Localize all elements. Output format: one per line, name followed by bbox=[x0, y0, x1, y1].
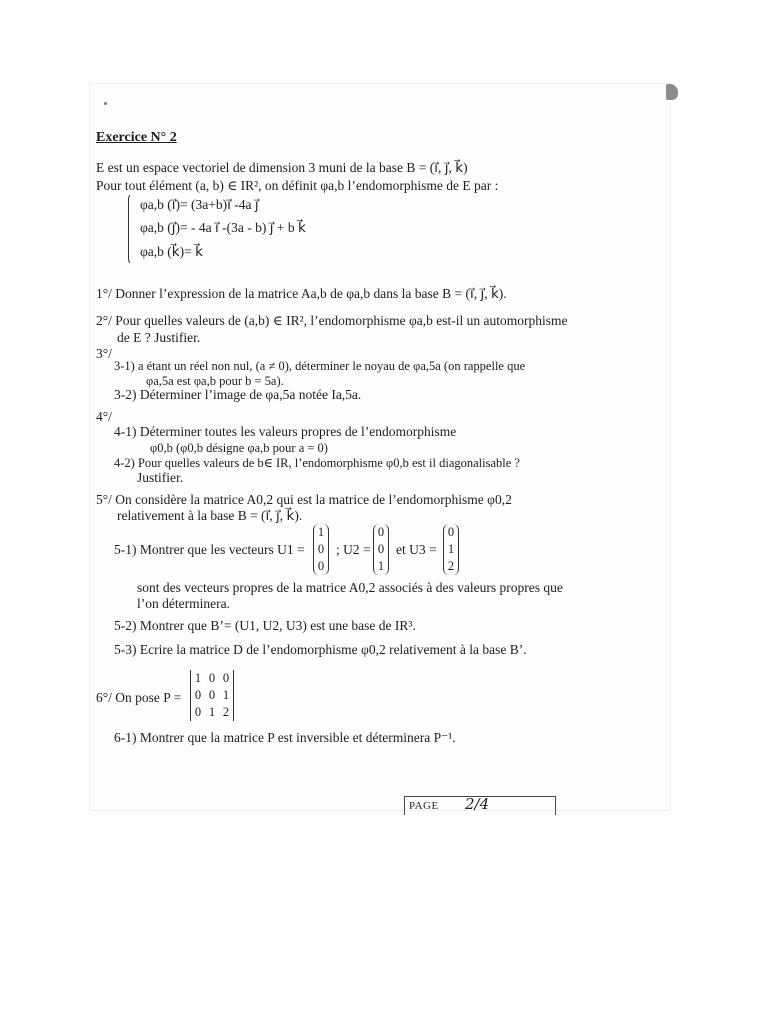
matrix-P-row-2 bbox=[191, 687, 233, 704]
U3-entry-2: 1 bbox=[447, 542, 455, 556]
vector-U3 bbox=[443, 524, 459, 575]
question-5-1-sep-2: ; U2 = bbox=[336, 542, 371, 557]
page-number: 2/4 bbox=[465, 795, 490, 813]
P-22: 0 bbox=[208, 688, 216, 702]
question-5-1-after-1: sont des vecteurs propres de la matrice A0,2 associés à des valeurs propres que bbox=[137, 580, 563, 595]
scan-mark bbox=[666, 84, 678, 100]
question-3-1-line-2: φa,5a est φa,b pour b = 5a). bbox=[146, 374, 284, 388]
U1-entry-3: 0 bbox=[317, 559, 325, 573]
system-line-3: φa,b (k⃗)= k⃗ bbox=[140, 244, 203, 259]
P-23: 1 bbox=[222, 688, 230, 702]
P-11: 1 bbox=[194, 671, 202, 685]
question-4-2-line-1: 4-2) Pour quelles valeurs de b∈ IR, l’endomorphisme φ0,b est il diagonalisable ? bbox=[114, 456, 520, 470]
U3-entry-1: 0 bbox=[447, 525, 455, 539]
question-5-1-after-2: l’on déterminera. bbox=[137, 596, 230, 611]
page-number-box bbox=[404, 796, 556, 815]
page-label: PAGE bbox=[409, 800, 439, 812]
question-5-1-sep-3: et U3 = bbox=[396, 542, 437, 557]
matrix-P-row-1 bbox=[191, 670, 233, 687]
exercise-title: Exercice N° 2 bbox=[96, 130, 177, 145]
U1-entry-2: 0 bbox=[317, 542, 325, 556]
U2-entry-1: 0 bbox=[377, 525, 385, 539]
system-line-2: φa,b (j⃗)= - 4a i⃗ -(3a - b) j⃗ + b k⃗ bbox=[140, 220, 306, 235]
P-33: 2 bbox=[222, 705, 230, 719]
U2-entry-3: 1 bbox=[377, 559, 385, 573]
question-2-line-2: de E ? Justifier. bbox=[117, 330, 201, 345]
question-4-2-line-2: Justifier. bbox=[137, 470, 184, 485]
P-31: 0 bbox=[194, 705, 202, 719]
matrix-P bbox=[190, 670, 234, 721]
matrix-P-row-3 bbox=[191, 704, 233, 721]
U2-entry-2: 0 bbox=[377, 542, 385, 556]
P-32: 1 bbox=[208, 705, 216, 719]
question-4-label: 4°/ bbox=[96, 409, 112, 424]
system-line-1: φa,b (i⃗)= (3a+b)i⃗ -4a j⃗ bbox=[140, 197, 259, 212]
question-5-line-1: 5°/ On considère la matrice A0,2 qui est la matrice de l’endomorphisme φ0,2 bbox=[96, 492, 512, 507]
intro-line-1: E est un espace vectoriel de dimension 3 muni de la base B = (i⃗, j⃗, k⃗) bbox=[96, 160, 468, 175]
question-5-2: 5-2) Montrer que B’= (U1, U2, U3) est une base de IR³. bbox=[114, 618, 416, 633]
question-3-2: 3-2) Déterminer l’image de φa,5a notée Ia,5a. bbox=[114, 387, 362, 402]
question-2-line-1: 2°/ Pour quelles valeurs de (a,b) ∈ IR², l’endomorphisme φa,b est-il un automorphisme bbox=[96, 313, 568, 328]
question-1: 1°/ Donner l’expression de la matrice Aa,b de φa,b dans la base B = (i⃗, j⃗, k⃗). bbox=[96, 286, 507, 301]
question-3-1-line-1: 3-1) a étant un réel non nul, (a ≠ 0), déterminer le noyau de φa,5a (on rappelle que bbox=[114, 359, 526, 373]
question-6-1: 6-1) Montrer que la matrice P est inversible et déterminera P⁻¹. bbox=[114, 730, 456, 745]
P-13: 0 bbox=[222, 671, 230, 685]
question-5-line-2: relativement à la base B = (i⃗, j⃗, k⃗). bbox=[117, 508, 303, 523]
question-4-1-line-1: 4-1) Déterminer toutes les valeurs propres de l’endomorphisme bbox=[114, 424, 457, 439]
U3-entry-3: 2 bbox=[447, 559, 455, 573]
question-3-label: 3°/ bbox=[96, 346, 112, 361]
question-5-3: 5-3) Ecrire la matrice D de l’endomorphisme φ0,2 relativement à la base B’. bbox=[114, 642, 527, 657]
U1-entry-1: 1 bbox=[317, 525, 325, 539]
vector-U1 bbox=[313, 524, 329, 575]
vector-U2 bbox=[373, 524, 389, 575]
intro-line-2: Pour tout élément (a, b) ∈ IR², on définit φa,b l’endomorphisme de E par : bbox=[96, 178, 499, 193]
P-21: 0 bbox=[194, 688, 202, 702]
system-brace bbox=[128, 193, 137, 265]
P-12: 0 bbox=[208, 671, 216, 685]
question-5-1-prefix: 5-1) Montrer que les vecteurs U1 = bbox=[114, 542, 305, 557]
question-4-1-line-2: φ0,b (φ0,b désigne φa,b pour a = 0) bbox=[150, 441, 328, 455]
question-6-prefix: 6°/ On pose P = bbox=[96, 690, 182, 705]
scan-speck bbox=[104, 102, 107, 105]
